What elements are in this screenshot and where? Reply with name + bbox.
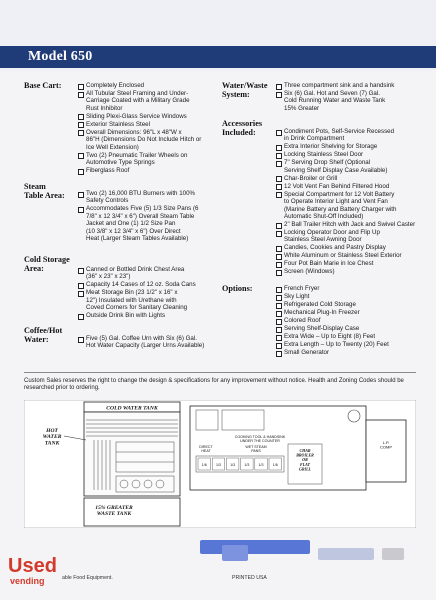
list-item: Extra Wide – Up to Eight (8) Feet xyxy=(276,333,416,340)
right-section-title: Water/Waste System: xyxy=(222,81,268,99)
footer-right-text: PRINTED USA xyxy=(232,575,267,581)
direct-heat-label: DIRECT HEAT xyxy=(199,445,213,454)
list-item: Completely Enclosed xyxy=(78,82,218,89)
used-vending-logo xyxy=(8,548,58,594)
list-item: Extra Length – Up to Twenty (20) Feet xyxy=(276,341,416,348)
list-item: Three compartment sink and a handsink xyxy=(276,82,426,89)
disclaimer-text: Custom Sales reserves the right to change the design & specifications for any improvement without notice. Health and Zoning Codes should be researched prior to ordering. xyxy=(24,378,404,392)
footer-blur-3 xyxy=(318,548,374,560)
list-item: 2" Ball Trailer Hitch with Jack and Swivel Caster xyxy=(276,221,428,228)
right-section-list xyxy=(276,128,428,276)
left-section-list xyxy=(78,190,218,243)
list-item: Candies, Cookies and Pastry Display xyxy=(276,244,428,251)
footer-blur-4 xyxy=(382,548,404,560)
list-item: Capacity 14 Cases of 12 oz. Soda Cans xyxy=(78,281,218,288)
pan-label: 1/6 xyxy=(272,463,278,467)
list-item: 12 Volt Vent Fan Behind Filtered Hood xyxy=(276,183,428,190)
right-section-title: Options: xyxy=(222,284,253,293)
list-item: Overall Dimensions: 96"L x 48"W x 86"H (Dimensions Do Not Include Hitch or Ice Well Extension) xyxy=(78,129,218,151)
cold-tank-label: COLD WATER TANK xyxy=(106,405,158,412)
model-title: Model 650 xyxy=(28,49,93,64)
list-item: Canned or Bottled Drink Chest Area (36" x 23" x 23") xyxy=(78,266,218,281)
list-item: 7" Serving Drop Shelf (Optional Serving Shelf Display Case Available) xyxy=(276,159,428,174)
list-item: Colored Roof xyxy=(276,317,416,324)
lp-comp-label: L.P. COMP xyxy=(380,440,392,450)
list-item: Screen (Windows) xyxy=(276,268,428,275)
list-item: Extra Interior Shelving for Storage xyxy=(276,143,428,150)
svg-text:vending: vending xyxy=(10,576,45,586)
footer-left-text: able Food Equipment. xyxy=(62,575,113,581)
pan-label: 1/3 xyxy=(258,463,264,467)
svg-text:Used: Used xyxy=(8,555,57,577)
left-section-list xyxy=(78,335,218,350)
floor-plan-diagram xyxy=(24,400,416,528)
list-item: French Fryer xyxy=(276,285,416,292)
wet-steam-label: WET STEAM PANS xyxy=(245,445,267,454)
list-item: Sliding Plexi-Glass Service Windows xyxy=(78,113,218,120)
footer-blur-1 xyxy=(200,540,310,554)
list-item: Small Generator xyxy=(276,349,416,356)
list-item: Locking Stainless Steel Door xyxy=(276,151,428,158)
list-item: Six (6) Gal. Hot and Seven (7) Gal. Cold Running Water and Waste Tank 15% Greater xyxy=(276,90,426,112)
list-item: Four Pot Bain Marie in Ice Chest xyxy=(276,260,428,267)
list-item: Fiberglass Roof xyxy=(78,167,218,174)
pan-label: 1/6 xyxy=(201,463,207,467)
list-item: Serving Shelf-Display Case xyxy=(276,325,416,332)
divider-line xyxy=(24,372,416,373)
list-item: Exterior Stainless Steel xyxy=(78,121,218,128)
footer-blur-2 xyxy=(222,545,248,561)
pan-label: 1/3 xyxy=(244,463,250,467)
list-item: Sky Light xyxy=(276,293,416,300)
left-section-title: Steam Table Area: xyxy=(24,182,65,200)
list-item: Condiment Pots, Self-Service Recessed in Drink Compartment xyxy=(276,128,428,143)
list-item: Mechanical Plug-In Freezer xyxy=(276,309,416,316)
pan-label: 1/3 xyxy=(230,463,236,467)
list-item: White Aluminum or Stainless Steel Exterior xyxy=(276,252,428,259)
list-item: Two (2) 16,000 BTU Burners with 100% Safety Controls xyxy=(78,190,218,205)
list-item: Five (5) Gal. Coffee Urn with Six (6) Gal. Hot Water Capacity (Larger Urns Available) xyxy=(78,335,218,350)
list-item: Meat Storage Bin (23 1/2" x 16" x 12") Insulated with Urethane with Coved Corners for Sanitary Cleaning xyxy=(78,289,218,311)
left-section-list xyxy=(78,82,218,175)
left-section-list xyxy=(78,266,218,320)
left-section-title: Cold Storage Area: xyxy=(24,255,70,273)
waste-tank-label: 15% GREATER WASTE TANK xyxy=(95,505,133,518)
hot-tank-label: HOT WATER TANK xyxy=(42,428,62,447)
right-section-title: Accessories Included: xyxy=(222,119,263,137)
pan-label: 1/3 xyxy=(215,463,221,467)
list-item: Two (2) Pneumatic Trailer Wheels on Automotive Type Springs xyxy=(78,152,218,167)
list-item: Accommodates Five (5) 1/3 Size Pans (6 7/8" x 12 3/4" x 6") Overall Steam Table Jacket and One (1) 1/2 Size Pan (10 3/8" x 12 3/4" x 6") Over Direct Heat (Larger Steam Tables Available) xyxy=(78,205,218,242)
list-item: Locking Operator Door and Flip Up Stainless Steel Awning Door xyxy=(276,229,428,244)
char-broiler-label: CHAR BROILER OR FLAT GRILL xyxy=(296,448,314,472)
list-item: Refrigerated Cold Storage xyxy=(276,301,416,308)
right-section-list xyxy=(276,82,426,113)
list-item: Special Compartment for 12 Volt Battery to Operate Interior Light and Vent Fan (Marine Battery and Battery Charger with Automatic Shut-Off Included) xyxy=(276,191,428,221)
cooking-tool-label: COOKING TOOL & HANDSINK UNDER THE COUNTER xyxy=(234,435,286,444)
left-section-title: Coffee/Hot Water: xyxy=(24,326,63,344)
list-item: Outside Drink Bin with Lights xyxy=(78,312,218,319)
left-section-title: Base Cart: xyxy=(24,81,62,90)
list-item: All Tubular Steel Framing and Under- Carriage Coated with a Military Grade Rust Inhibitor xyxy=(78,90,218,112)
list-item: Char-Broiler or Grill xyxy=(276,175,428,182)
right-section-list xyxy=(276,285,416,357)
